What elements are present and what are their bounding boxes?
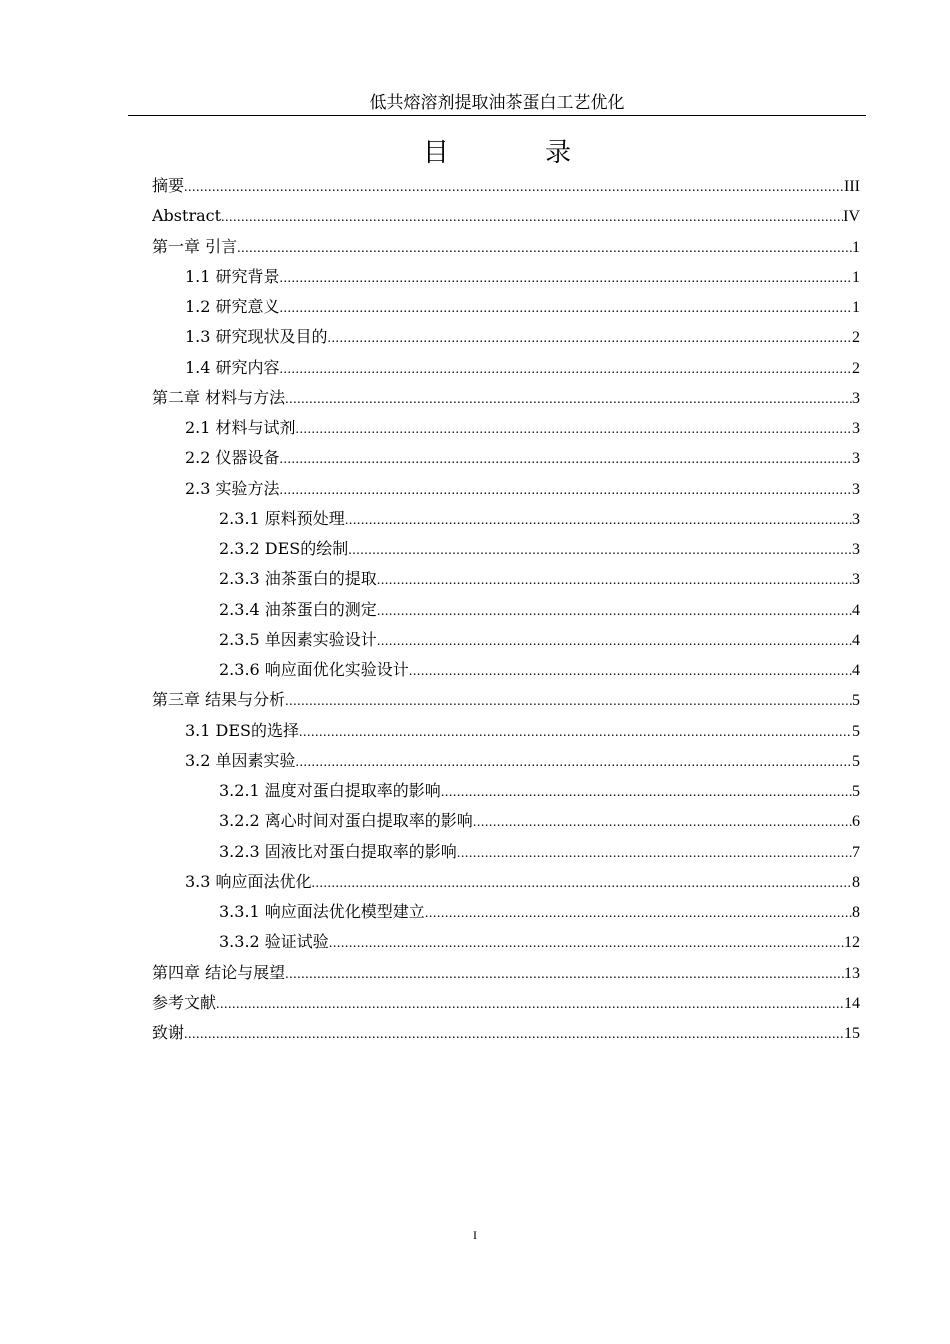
- toc-entry[interactable]: [152, 685, 860, 715]
- toc-entry-label: 3.2.1 温度对蛋白提取率的影响: [219, 781, 441, 800]
- toc-entry-page: 14: [844, 994, 860, 1012]
- toc-dot-leader: [377, 597, 852, 625]
- toc-entry[interactable]: [152, 443, 860, 473]
- toc-entry[interactable]: [152, 232, 860, 262]
- toc-dot-leader: [377, 627, 852, 655]
- toc-entry-page: 8: [852, 904, 860, 921]
- toc-entry-page: 7: [852, 843, 860, 861]
- toc-entry-label: 致谢: [152, 1023, 185, 1042]
- toc-entry-label: 2.3.3 油茶蛋白的提取: [219, 569, 377, 589]
- toc-entry[interactable]: [152, 1018, 860, 1048]
- toc-dot-leader: [285, 960, 844, 988]
- toc-entry[interactable]: [152, 837, 860, 867]
- toc-dot-leader: [184, 173, 844, 201]
- toc-entry-page: 5: [852, 722, 860, 740]
- toc-entry-label: 1.3 研究现状及目的: [185, 327, 328, 347]
- toc-entry-label: 第四章 结论与展望: [152, 962, 286, 982]
- toc-entry[interactable]: [152, 595, 860, 625]
- toc-entry-label: 1.4 研究内容: [185, 357, 280, 377]
- toc-entry[interactable]: [152, 564, 860, 594]
- toc-entry[interactable]: [152, 746, 860, 776]
- toc-entry-page: 6: [852, 813, 860, 831]
- toc-entry-label: 2.3.4 油茶蛋白的测定: [219, 599, 377, 619]
- toc-title: 目 录: [422, 138, 616, 168]
- toc-entry-label: 摘要: [152, 176, 185, 195]
- toc-entry-page: 1: [852, 238, 860, 256]
- toc-dot-leader: [296, 415, 852, 443]
- footer-page-number: I: [473, 1228, 477, 1242]
- toc-entry-label: 3.2.3 固液比对蛋白提取率的影响: [219, 841, 457, 861]
- toc-entry[interactable]: [152, 625, 860, 655]
- toc-dot-leader: [285, 687, 852, 715]
- toc-entry[interactable]: [152, 292, 860, 322]
- toc-dot-leader: [280, 264, 852, 292]
- toc-dot-leader: [280, 294, 852, 322]
- toc-dot-leader: [441, 778, 852, 806]
- toc-entry-label: 参考文献: [152, 992, 217, 1012]
- toc-entry-label: 2.3.1 原料预处理: [219, 508, 345, 528]
- toc-dot-leader: [312, 869, 852, 897]
- toc-entry[interactable]: [152, 474, 860, 504]
- toc-entry-page: 5: [852, 692, 860, 710]
- toc-dot-leader: [377, 566, 852, 594]
- toc-entry-label: 2.3 实验方法: [185, 478, 280, 498]
- toc-entry[interactable]: [152, 716, 860, 746]
- toc-entry-label: 2.1 材料与试剂: [185, 418, 296, 437]
- toc-entry-label: 3.3 响应面法优化: [185, 871, 312, 891]
- toc-entry-page: 3: [852, 571, 860, 589]
- toc-dot-leader: [329, 929, 844, 957]
- toc-entry-page: 1: [852, 299, 860, 316]
- toc-entry[interactable]: [152, 655, 860, 685]
- toc-dot-leader: [221, 203, 843, 231]
- toc-entry-page: 4: [852, 601, 860, 619]
- toc-entry-page: 3: [852, 420, 860, 437]
- running-header-title: 低共熔溶剂提取油茶蛋白工艺优化: [369, 93, 625, 113]
- toc-entry[interactable]: [152, 413, 860, 443]
- toc-dot-leader: [473, 808, 852, 836]
- toc-entry-page: 3: [852, 510, 860, 528]
- toc-entry-page: 8: [852, 873, 860, 891]
- toc-dot-leader: [280, 445, 852, 473]
- toc-entry-page: 12: [844, 934, 860, 952]
- toc-dot-leader: [280, 476, 852, 504]
- toc-entry[interactable]: [152, 867, 860, 897]
- toc-dot-leader: [345, 506, 852, 534]
- toc-entry-page: 5: [852, 783, 860, 800]
- toc-entry-page: 3: [852, 541, 860, 558]
- toc-entry-page: 4: [852, 631, 860, 649]
- toc-entry-page: 4: [852, 662, 860, 679]
- toc-entry[interactable]: [152, 776, 860, 806]
- toc-dot-leader: [457, 839, 852, 867]
- toc-entry[interactable]: [152, 504, 860, 534]
- toc-entry[interactable]: [152, 383, 860, 413]
- toc-entry-label: 3.2.2 离心时间对蛋白提取率的影响: [219, 811, 473, 831]
- toc-entry-page: 3: [852, 389, 860, 407]
- toc-dot-leader: [348, 536, 852, 564]
- toc-entry[interactable]: [152, 534, 860, 564]
- toc-entry-page: 15: [844, 1025, 860, 1042]
- toc-entry-label: 第一章 引言: [152, 236, 238, 256]
- toc-dot-leader: [296, 748, 852, 776]
- toc-entry-label: 3.3.2 验证试验: [219, 932, 329, 952]
- toc-entry[interactable]: [152, 322, 860, 352]
- toc-entry-label: 3.2 单因素实验: [185, 750, 296, 770]
- toc-entry-label: 1.2 研究意义: [185, 297, 280, 316]
- toc-entry[interactable]: [152, 988, 860, 1018]
- toc-dot-leader: [299, 718, 852, 746]
- toc-dot-leader: [425, 899, 852, 927]
- toc-entry-page: IV: [843, 208, 860, 226]
- toc-entry[interactable]: [152, 806, 860, 836]
- toc-entry[interactable]: [152, 958, 860, 988]
- toc-entry-page: 5: [852, 752, 860, 770]
- toc-entry-label: Abstract: [152, 206, 222, 226]
- toc-entry-label: 2.2 仪器设备: [185, 448, 280, 468]
- toc-entry-page: 13: [844, 964, 860, 982]
- toc-entry-page: 3: [852, 450, 860, 468]
- toc-entry-label: 2.3.6 响应面优化实验设计: [219, 660, 409, 679]
- toc-entry[interactable]: [152, 201, 860, 231]
- toc-dot-leader: [280, 355, 852, 383]
- toc-entry-label: 2.3.2 DES的绘制: [219, 539, 349, 558]
- toc-dot-leader: [237, 234, 852, 262]
- toc-dot-leader: [328, 324, 852, 352]
- toc-entry-label: 3.3.1 响应面法优化模型建立: [219, 902, 425, 921]
- toc-dot-leader: [216, 990, 844, 1018]
- toc-entry-page: III: [844, 178, 860, 195]
- toc-dot-leader: [184, 1020, 844, 1048]
- toc-entry-label: 第二章 材料与方法: [152, 387, 286, 407]
- header-rule: [128, 115, 866, 116]
- toc-entry[interactable]: [152, 897, 860, 927]
- toc-dot-leader: [409, 657, 852, 685]
- table-of-contents: [152, 171, 860, 1048]
- toc-entry[interactable]: [152, 353, 860, 383]
- toc-entry-page: 2: [852, 359, 860, 377]
- toc-dot-leader: [285, 385, 852, 413]
- toc-entry-label: 2.3.5 单因素实验设计: [219, 629, 377, 649]
- toc-entry-label: 第三章 结果与分析: [152, 690, 286, 710]
- toc-entry-page: 1: [852, 268, 860, 286]
- toc-entry-page: 3: [852, 480, 860, 498]
- toc-entry-label: 3.1 DES的选择: [185, 720, 300, 740]
- toc-entry-label: 1.1 研究背景: [185, 266, 280, 286]
- toc-entry[interactable]: [152, 927, 860, 957]
- toc-entry[interactable]: [152, 262, 860, 292]
- toc-entry-page: 2: [852, 329, 860, 347]
- toc-entry[interactable]: [152, 171, 860, 201]
